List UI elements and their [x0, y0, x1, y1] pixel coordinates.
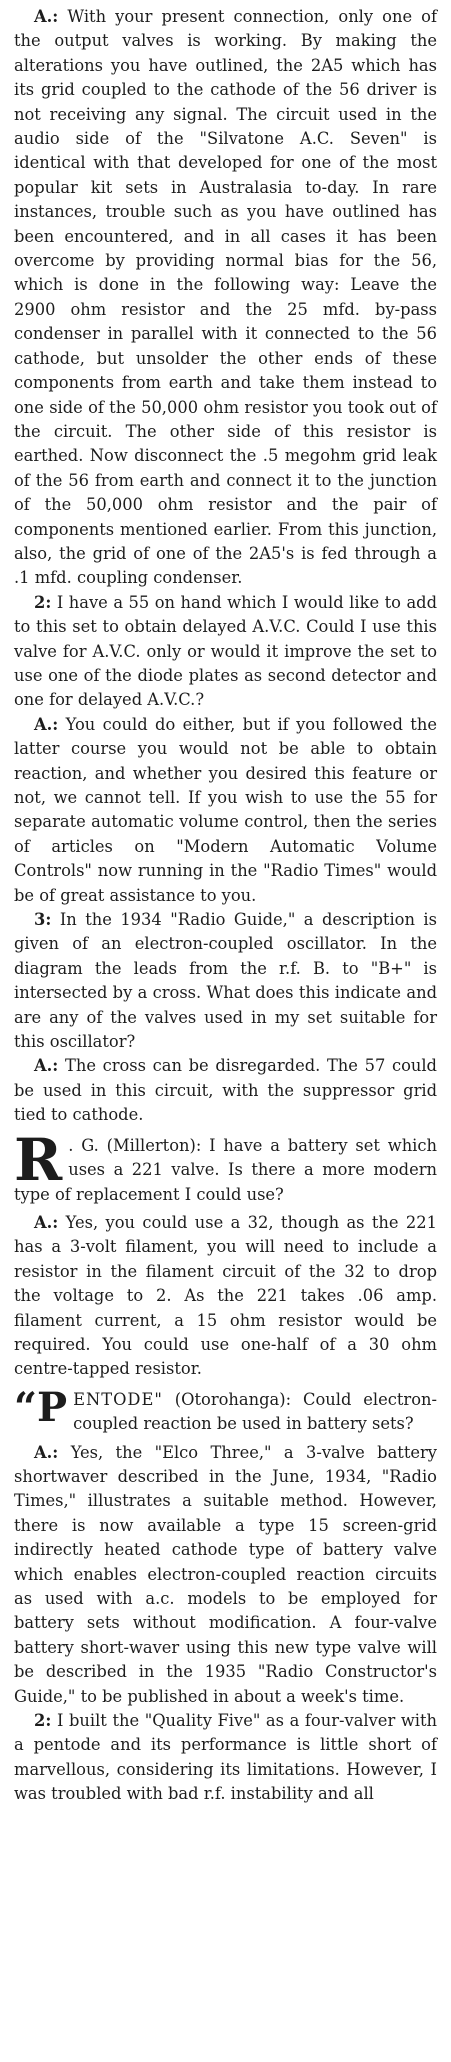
drop-cap: R	[14, 1125, 63, 1194]
query-text: . G. (Millerton): I have a battery set which uses a 221 valve. Is there a more modern type of replacement I could use?	[14, 1135, 437, 1204]
query-lead	[14, 1383, 437, 1437]
paragraph-label: 2:	[34, 592, 52, 612]
pentode-query-section	[14, 1383, 437, 1807]
answer-paragraph	[14, 1211, 437, 1382]
answer-paragraph	[14, 1441, 437, 1709]
paragraph-label: A.:	[34, 1056, 59, 1076]
paragraph-label: A.:	[34, 7, 59, 26]
paragraph-text: The cross can be disregarded. The 57 could be used in this circuit, with the suppressor grid tied to cathode.	[14, 1056, 437, 1125]
paragraph-label: A.:	[34, 1442, 59, 1462]
paragraph-text: Yes, the "Elco Three," a 3-valve battery shortwaver described in the June, 1934, "Radio Times," illustrates a suitable method. However, there is now available a type 15 screen-grid indirectly heated cathode type of battery valve which enables electron-coupled reaction circuits as used with a.c. models to be employed for battery sets without modification. A four-valve battery short-waver using this new type valve will be described in the 1935 "Radio Constructor's Guide," to be published in about a week's time.	[14, 1442, 437, 1706]
query-name: ENTODE"	[73, 1389, 163, 1409]
question-paragraph	[14, 1709, 437, 1807]
paragraph-text: Yes, you could use a 32, though as the 221 has a 3-volt filament, you will need to include a resistor in the filament circuit of the 32 to drop the voltage to 2. As the 221 takes .06 amp. filament current, a 15 ohm resistor would be required. You could use one-half of a 30 ohm centre-tapped resistor.	[14, 1212, 437, 1379]
answer-paragraph	[14, 5, 437, 591]
paragraph-text: I built the "Quality Five" as a four-valver with a pentode and its performance is little short of marvellous, considering its limitations. However, I was troubled with bad r.f. instability and all	[14, 1711, 437, 1804]
paragraph-label: A.:	[34, 1212, 59, 1232]
paragraph-text: With your present connection, only one of the output valves is working. By making the alterations you have outlined, the 2A5 which has its grid coupled to the cathode of the 56 driver is not receiving any signal. The circuit used in the audio side of the "Silvatone A.C. Seven" is identical with that developed for one of the most popular kit sets in Australasia to-day. In rare instances, trouble such as you have outlined has been encountered, and in all cases it has been overcome by providing normal bias for the 56, which is done in the following way: Leave the 2900 ohm resistor and the 25 mfd. by-pass condenser in parallel with it connected to the 56 cathode, but unsolder the other ends of these components from earth and take them instead to one side of the 50,000 ohm resistor you took out of the circuit. The other side of this resistor is earthed. Now disconnect the .5 megohm grid leak of the 56 from earth and connect it to the junction of the 50,000 ohm resistor and the pair of components mentioned earlier. From this junction, also, the grid of one of the 2A5's is fed through a .1 mfd. coupling condenser.	[14, 7, 437, 588]
paragraph-label: 2:	[34, 1711, 52, 1731]
intro-section	[14, 5, 437, 1128]
drop-cap: “P	[14, 1383, 68, 1431]
query-text: (Otorohanga): Could electron-coupled reaction be used in battery sets?	[73, 1389, 437, 1434]
paragraph-text: I have a 55 on hand which I would like to add to this set to obtain delayed A.V.C. Could I use this valve for A.V.C. only or would it improve the set to use one of the diode plates as second detector and one for delayed A.V.C.?	[14, 592, 437, 710]
rg-query-section	[14, 1125, 437, 1382]
question-paragraph	[14, 908, 437, 1054]
question-paragraph	[14, 591, 437, 713]
paragraph-text: In the 1934 "Radio Guide," a description is given of an electron-coupled oscillator. In the diagram the leads from the r.f. B. to "B+" is intersected by a cross. What does this indicate and are any of the valves used in my set suitable for this oscillator?	[14, 910, 437, 1052]
paragraph-label: A.:	[34, 714, 59, 734]
query-lead	[14, 1125, 437, 1207]
answer-paragraph	[14, 1054, 437, 1127]
answer-paragraph	[14, 713, 437, 908]
paragraph-text: You could do either, but if you followed the latter course you would not be able to obtain reaction, and whether you desired this feature or not, we cannot tell. If you wish to use the 55 for separate automatic volume control, then the series of articles on "Modern Automatic Volume Controls" now running in the "Radio Times" would be of great assistance to you.	[14, 714, 437, 905]
paragraph-label: 3:	[34, 910, 52, 930]
